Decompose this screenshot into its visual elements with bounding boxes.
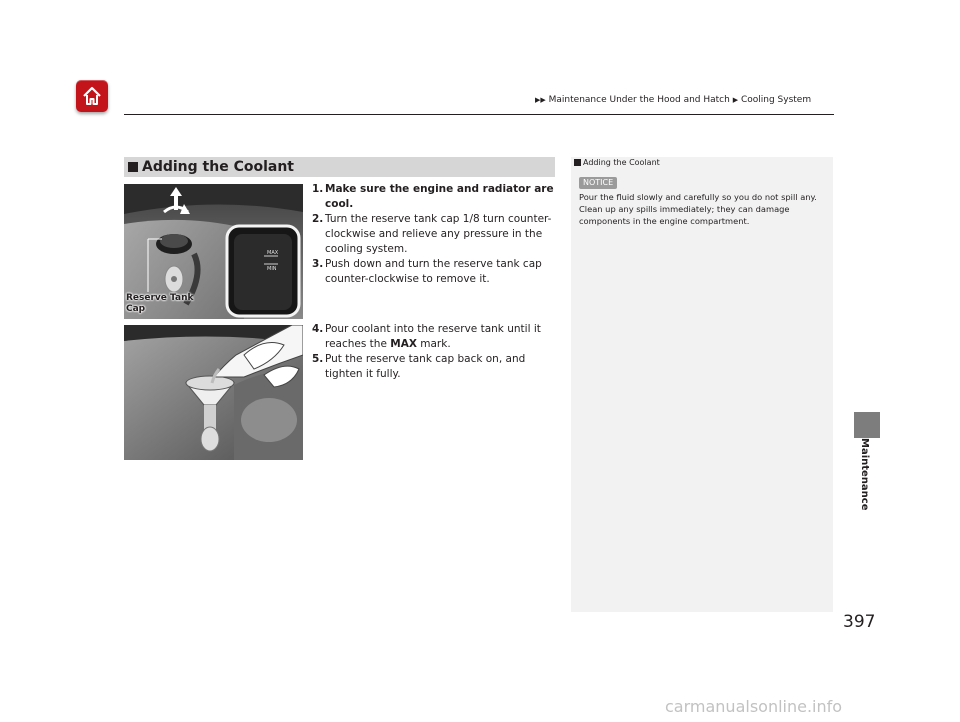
steps-group-2 (312, 322, 557, 382)
step-2 (312, 212, 557, 257)
breadcrumb-item-cooling[interactable]: Cooling System (740, 95, 812, 105)
step-number: 5. (312, 353, 324, 365)
page-number: 397 (843, 612, 876, 632)
step-3 (312, 257, 557, 287)
step-number: 1. (312, 183, 324, 195)
notes-heading[interactable] (574, 158, 660, 167)
section-title: Adding the Coolant (142, 159, 294, 175)
home-button[interactable] (76, 80, 108, 112)
chapter-label: Maintenance (859, 438, 870, 511)
section-heading (124, 157, 555, 177)
reserve-tank-cap-callout: Reserve Tank Cap (126, 293, 194, 314)
home-icon (81, 85, 103, 107)
header-rule (124, 114, 834, 115)
chapter-tab[interactable] (854, 412, 880, 438)
breadcrumb (535, 95, 811, 105)
step-text: Put the reserve tank cap back on, and tighten it fully. (325, 353, 526, 380)
link-marker-icon (574, 159, 581, 166)
tank-max-mark: MAX (267, 250, 279, 256)
step-number: 2. (312, 213, 324, 225)
tank-min-mark: MIN (267, 266, 277, 272)
square-bullet-icon (128, 162, 138, 172)
step-5 (312, 352, 557, 382)
watermark: carmanualsonline.info (665, 697, 843, 716)
step-number: 3. (312, 258, 324, 270)
notes-text: Pour the fluid slowly and carefully so you do not spill any. Clean up any spills immediately; they can damage components in the engine compartment. (579, 192, 817, 226)
step-text: Make sure the engine and radiator are cool. (325, 183, 554, 210)
notice-badge: NOTICE (579, 177, 617, 189)
max-mark-label: MAX (390, 338, 417, 350)
step-text-after: mark. (416, 338, 451, 350)
step-text-before: Pour coolant into the reserve tank until it reaches the (325, 323, 541, 350)
chevron-right-icon: ▶▶ (535, 96, 546, 104)
step-1 (312, 182, 557, 212)
notes-heading-text: Adding the Coolant (583, 158, 660, 167)
step-number: 4. (312, 323, 324, 335)
steps-group-1 (312, 182, 557, 287)
chevron-right-icon: ▶ (732, 96, 739, 104)
step-4 (312, 322, 557, 352)
step-text: Turn the reserve tank cap 1/8 turn counter-clockwise and relieve any pressure in the cooling system. (325, 213, 552, 255)
breadcrumb-item-hood[interactable]: Maintenance Under the Hood and Hatch (548, 95, 730, 105)
pouring-coolant-photo (124, 325, 303, 460)
step-text (325, 322, 557, 352)
step-text: Push down and turn the reserve tank cap counter-clockwise to remove it. (325, 258, 542, 285)
